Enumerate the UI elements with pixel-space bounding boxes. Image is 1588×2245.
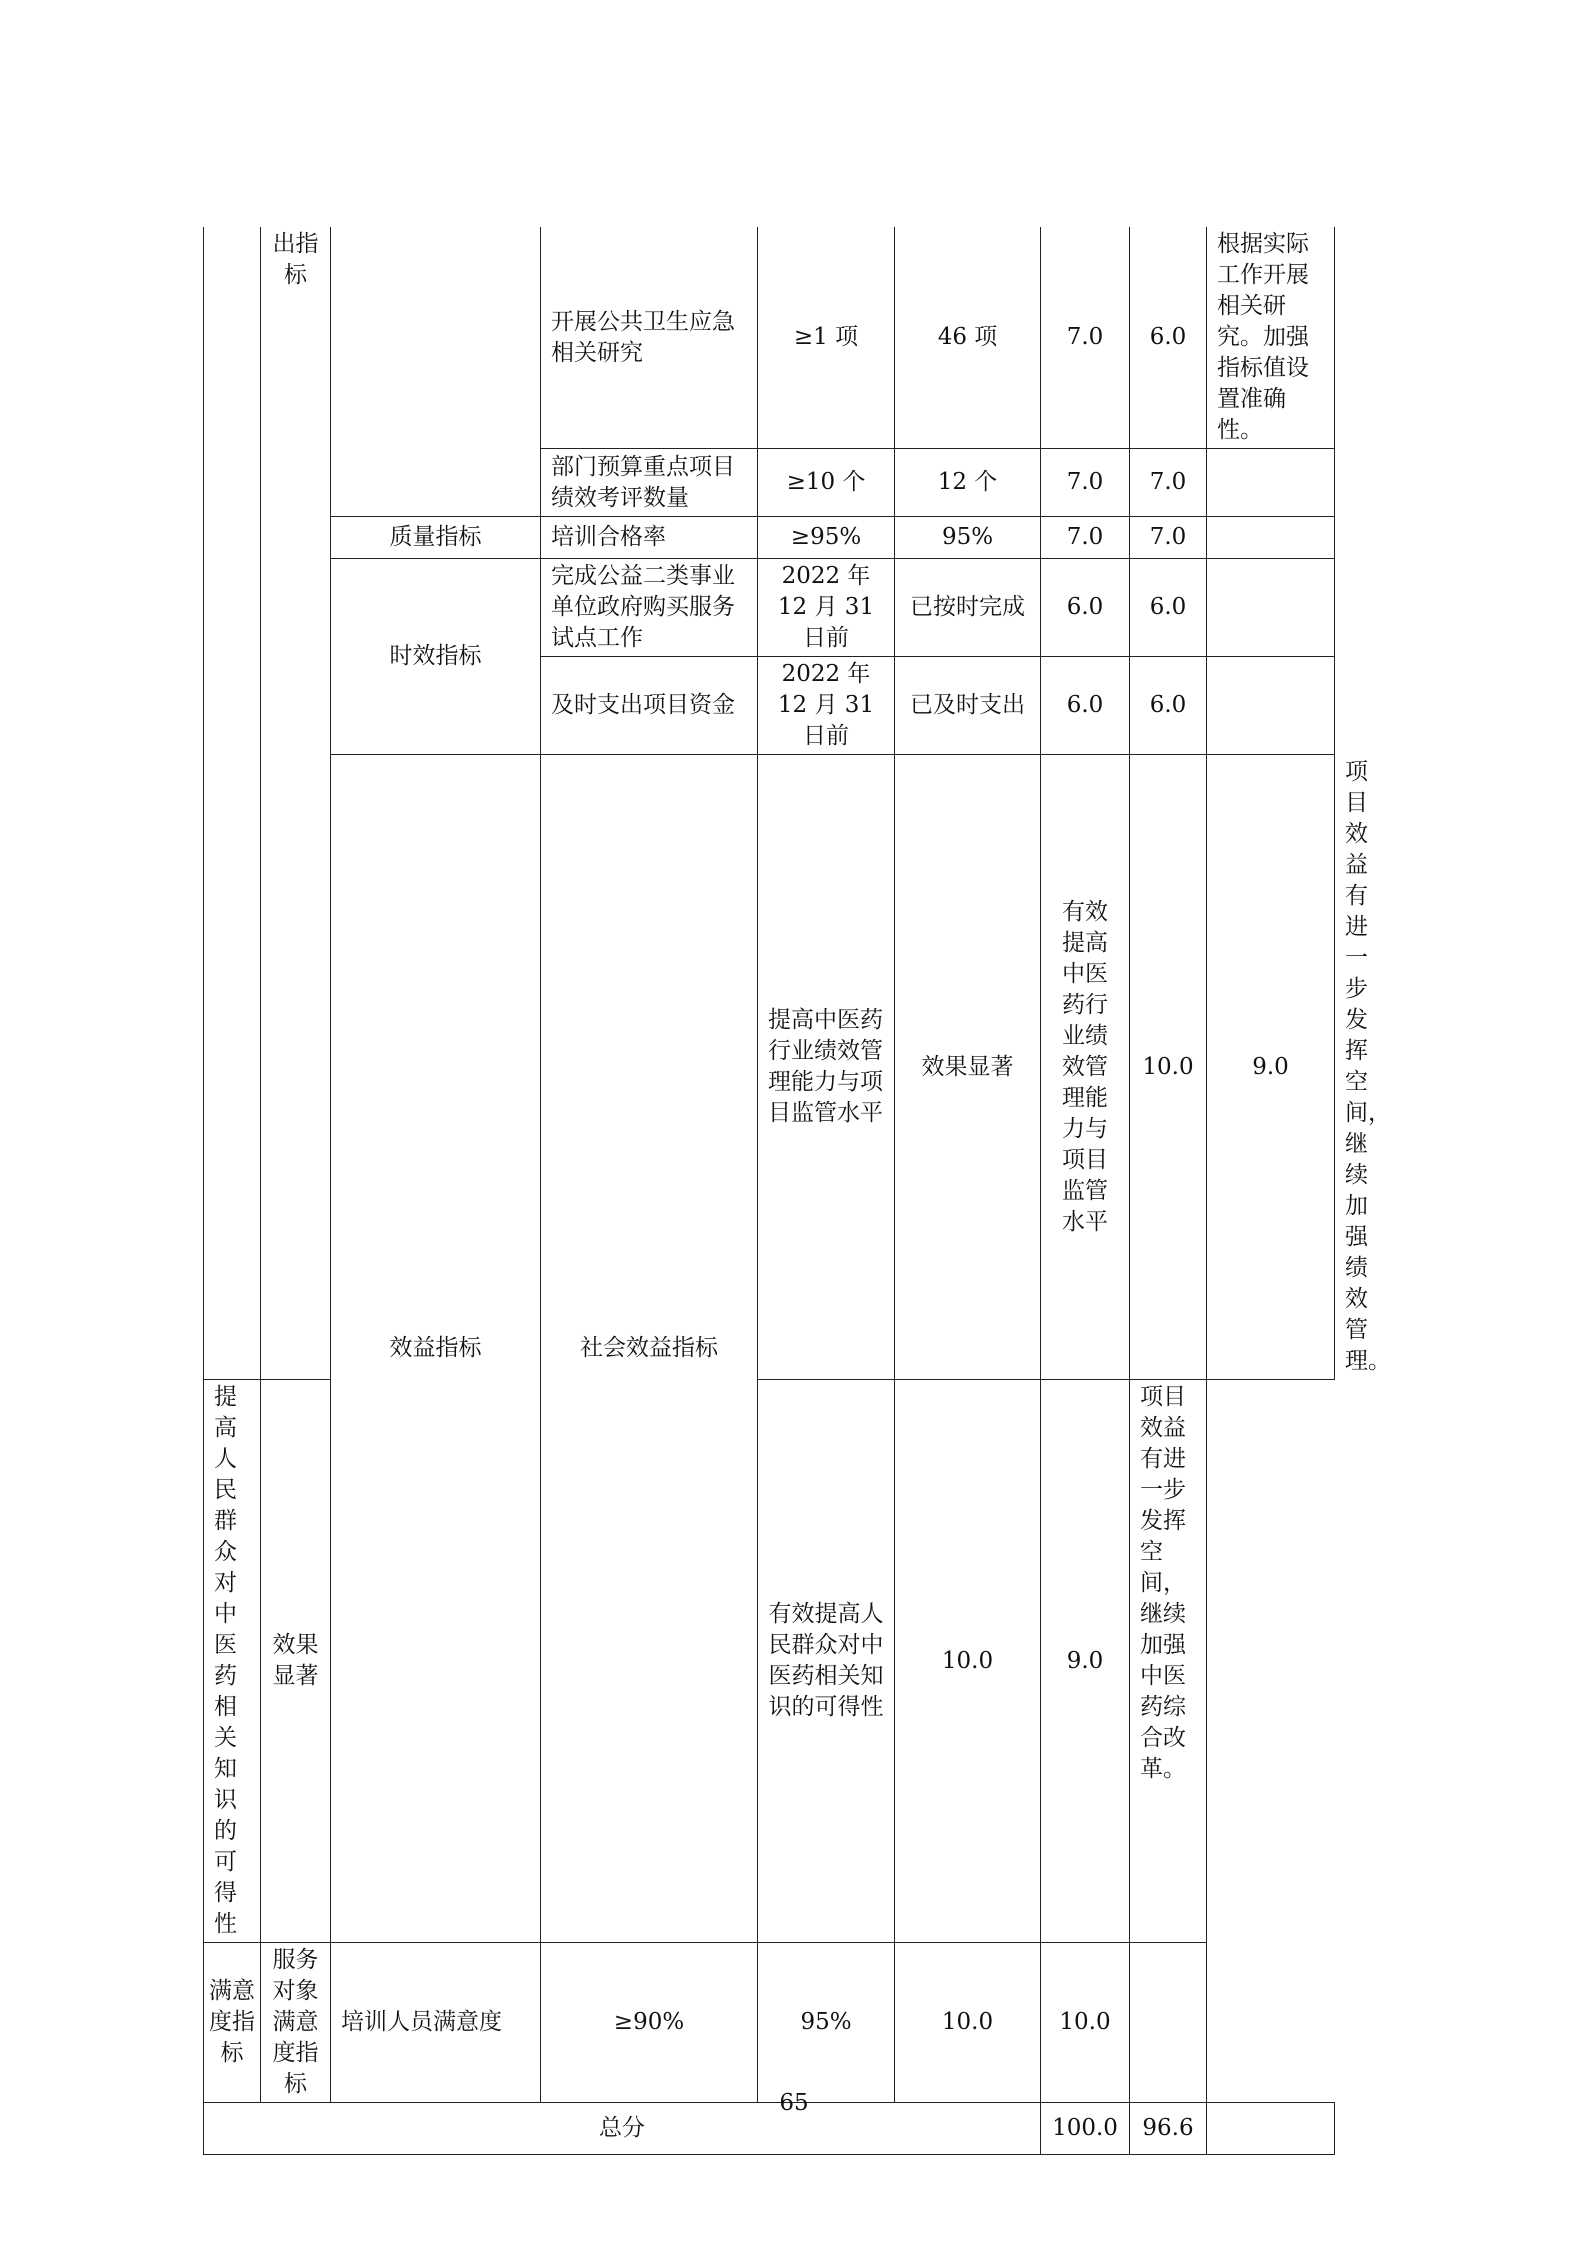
score-cell: 9.0 — [1041, 1380, 1130, 1943]
note-cell — [1207, 449, 1335, 517]
actual-cell: 已按时完成 — [895, 559, 1041, 657]
score-cell: 6.0 — [1130, 657, 1207, 755]
total-weight: 100.0 — [1041, 2103, 1130, 2155]
level3-social-cell: 社会效益指标 — [541, 755, 758, 1943]
score-cell: 9.0 — [1207, 755, 1335, 1380]
level2-label: 出指标 — [272, 231, 319, 288]
target-cell: ≥95% — [758, 517, 895, 559]
score-cell: 7.0 — [1130, 517, 1207, 559]
level3-quality-cell: 质量指标 — [331, 517, 541, 559]
actual-cell: 有效提高中医药行业绩效管理能力与项目监管水平 — [1041, 755, 1130, 1380]
indicator-cell: 培训合格率 — [541, 517, 758, 559]
target-cell: 效果显著 — [261, 1380, 331, 1943]
note-cell: 根据实际工作开展相关研究。加强指标值设置准确性。 — [1207, 227, 1335, 449]
target-cell: 2022 年 12 月 31 日前 — [758, 657, 895, 755]
table-row — [204, 517, 1335, 559]
level2-satisfaction-cell — [204, 1943, 261, 2103]
actual-cell: 已及时支出 — [895, 657, 1041, 755]
actual-cell: 12 个 — [895, 449, 1041, 517]
score-cell: 6.0 — [1130, 559, 1207, 657]
weight-cell: 7.0 — [1041, 227, 1130, 449]
weight-cell: 10.0 — [895, 1943, 1041, 2103]
level2-label: 效益指标 — [389, 1335, 482, 1361]
table-row: 效益指标 社会效益指标 提高中医药行业绩效管理能力与项目监管水平 效果显著 有效提高中医药行业绩效管理能力与项目监管水平 10.0 9.0 项目效益有进一步发挥空间，继续加强绩效管理。 — [204, 755, 1335, 1380]
table-row — [204, 227, 1335, 449]
note-cell — [1207, 657, 1335, 755]
actual-cell: 有效提高人民群众对中医药相关知识的可得性 — [758, 1380, 895, 1943]
target-cell: ≥90% — [541, 1943, 758, 2103]
indicator-cell: 完成公益二类事业单位政府购买服务试点工作 — [541, 559, 758, 657]
table-row — [204, 559, 1335, 657]
weight-cell: 7.0 — [1041, 517, 1130, 559]
target-cell: 效果显著 — [895, 755, 1041, 1380]
total-label: 总分 — [204, 2103, 1041, 2155]
score-cell: 6.0 — [1130, 227, 1207, 449]
indicator-cell: 培训人员满意度 — [331, 1943, 541, 2103]
note-cell — [1207, 559, 1335, 657]
target-cell: ≥10 个 — [758, 449, 895, 517]
indicator-cell: 及时支出项目资金 — [541, 657, 758, 755]
level2-output-cell — [261, 227, 331, 1380]
level3-timeliness-cell: 时效指标 — [331, 559, 541, 755]
level3-quantity-cell — [331, 227, 541, 517]
indicator-cell: 部门预算重点项目绩效考评数量 — [541, 449, 758, 517]
target-cell: ≥1 项 — [758, 227, 895, 449]
actual-cell: 95% — [758, 1943, 895, 2103]
level2-label: 满意度指标 — [209, 1978, 255, 2066]
note-cell: 项目效益有进一步发挥空间，继续加强中医药综合改革。 — [1130, 1380, 1207, 1943]
weight-cell: 6.0 — [1041, 657, 1130, 755]
indicator-cell: 提高人民群众对中医药相关知识的可得性 — [204, 1380, 261, 1943]
note-cell — [1130, 1943, 1207, 2103]
table-row — [204, 1943, 1335, 2103]
indicator-cell: 开展公共卫生应急相关研究 — [541, 227, 758, 449]
actual-cell: 95% — [895, 517, 1041, 559]
level2-benefit-cell — [331, 755, 541, 1943]
target-cell: 2022 年 12 月 31 日前 — [758, 559, 895, 657]
page-number: 65 — [779, 2090, 809, 2116]
weight-cell: 10.0 — [895, 1380, 1041, 1943]
note-cell — [1207, 517, 1335, 559]
weight-cell: 7.0 — [1041, 449, 1130, 517]
weight-cell: 6.0 — [1041, 559, 1130, 657]
indicator-cell: 提高中医药行业绩效管理能力与项目监管水平 — [758, 755, 895, 1380]
total-score: 96.6 — [1130, 2103, 1207, 2155]
weight-cell: 10.0 — [1130, 755, 1207, 1380]
performance-table — [203, 227, 1391, 2155]
level3-satisfaction-cell: 服务对象满意度指标 — [261, 1943, 331, 2103]
actual-cell: 46 项 — [895, 227, 1041, 449]
score-cell: 7.0 — [1130, 449, 1207, 517]
level1-cell — [204, 227, 261, 1380]
score-cell: 10.0 — [1041, 1943, 1130, 2103]
